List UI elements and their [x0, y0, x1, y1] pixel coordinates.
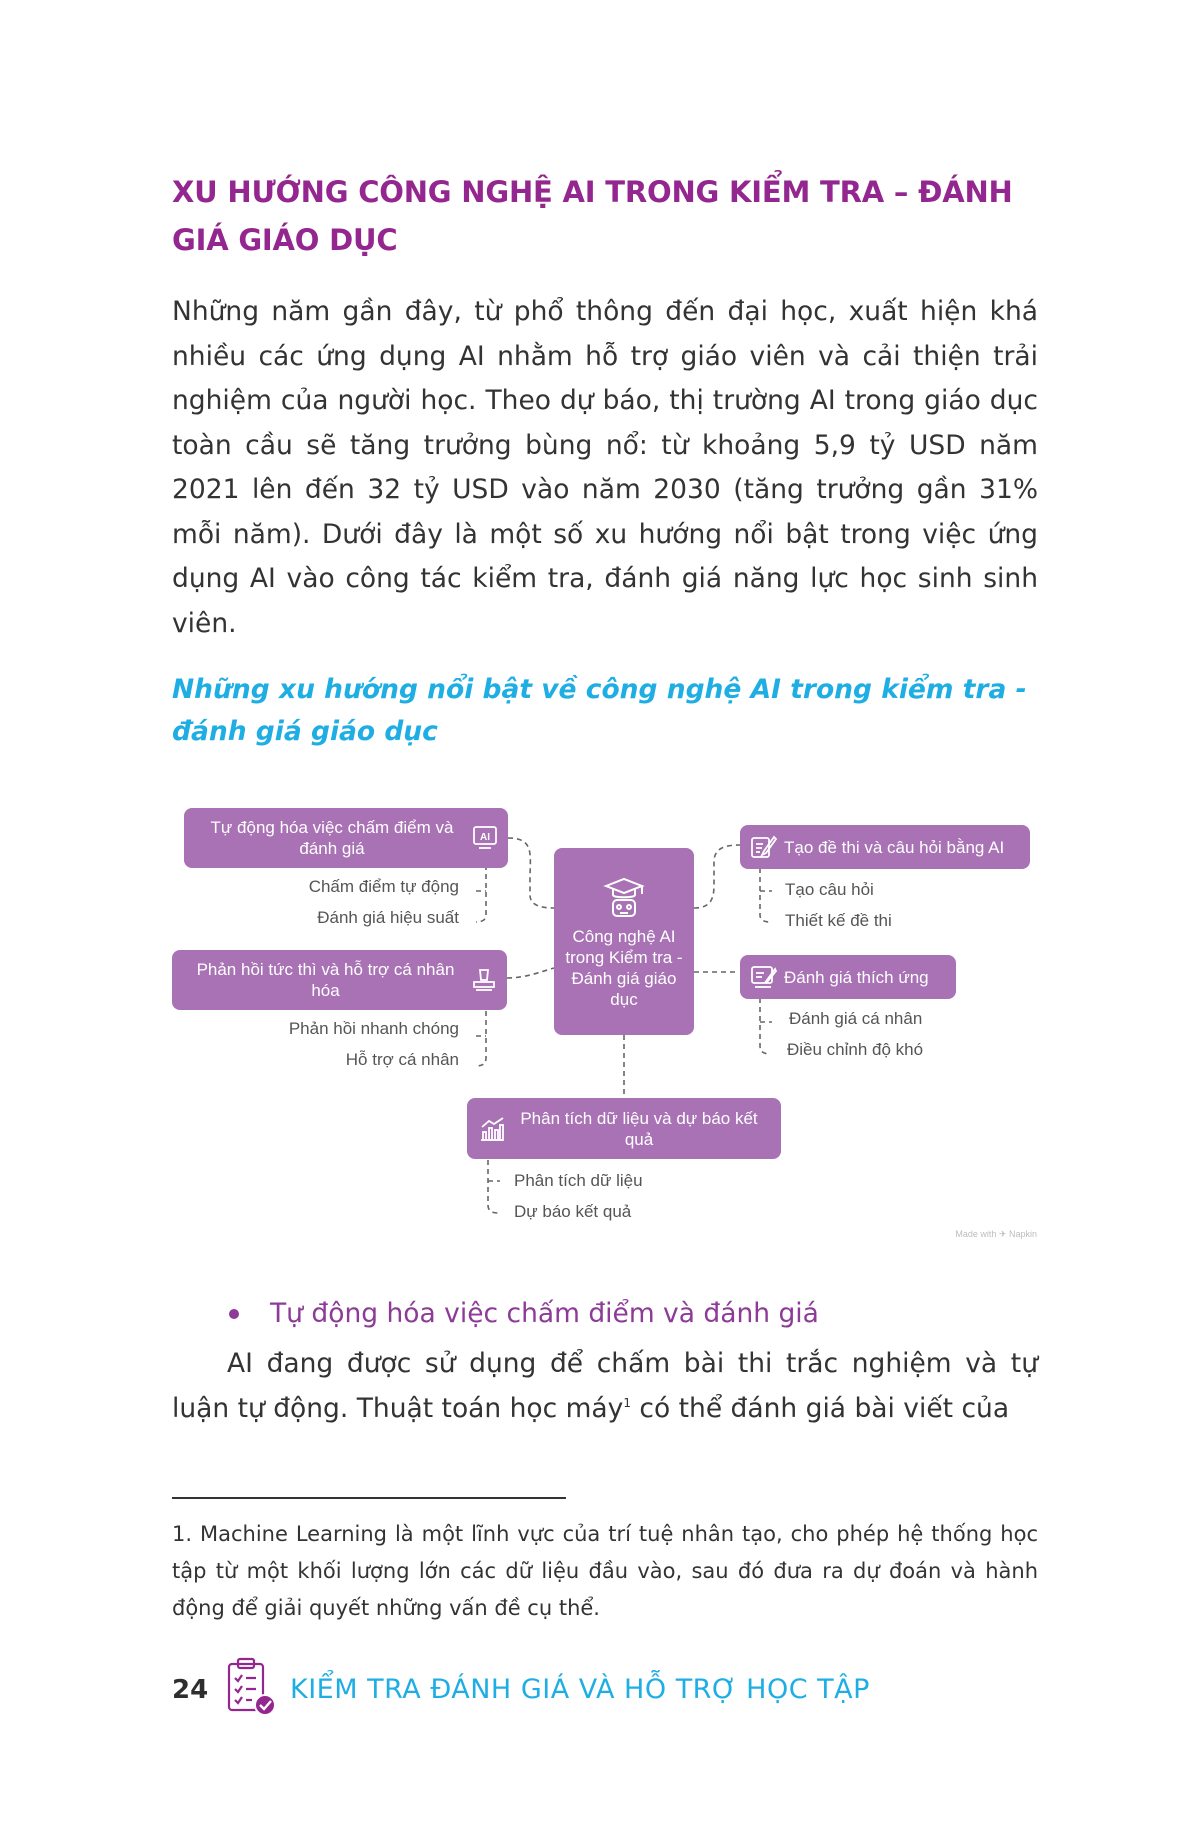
diagram-title: Những xu hướng nổi bật về công nghệ AI trong kiểm tra - đánh giá giáo dục	[172, 674, 1027, 747]
writing-pen-icon	[748, 832, 778, 862]
diagram-center-node	[554, 848, 694, 1035]
page-heading: XU HƯỚNG CÔNG NGHỆ AI TRONG KIỂM TRA – ĐÁNH GIÁ GIÁO DỤC	[172, 175, 1013, 257]
intro-paragraph: Những năm gần đây, từ phổ thông đến đại học, xuất hiện khá nhiều các ứng dụng AI nhằm hỗ trợ giáo viên và cải thiện trải nghiệm của người học. Theo dự báo, thị trường AI trong giáo dục toàn cầu sẽ tăng trưởng bùng nổ: từ khoảng 5,9 tỷ USD năm 2021 lên đến 32 tỷ USD vào năm 2030 (tăng trưởng gần 31% mỗi năm). Dưới đây là một số xu hướng nổi bật trong việc ứng dụng AI vào công tác kiểm tra, đánh giá năng lực học sinh sinh viên.	[172, 296, 1038, 639]
adaptive-board-icon	[748, 962, 778, 992]
napkin-watermark: Made with ✈ Napkin	[955, 1229, 1037, 1239]
branch-label: Phản hồi tức thì và hỗ trợ cá nhân hóa	[196, 960, 455, 1000]
branch-node-ai-question-generation	[740, 825, 1030, 869]
branch-item: Phân tích dữ liệu	[514, 1171, 643, 1190]
svg-text:AI: AI	[480, 832, 490, 843]
branch-item: Chấm điểm tự động	[308, 877, 459, 896]
footnote-text: 1. Machine Learning là một lĩnh vực của trí tuệ nhân tạo, cho phép hệ thống học tập từ một khối lượng lớn các dữ liệu đầu vào, sau đó đưa ra dự đoán và hành động để giải quyết những vấn đề cụ thể.	[172, 1522, 1038, 1620]
branch-item: Phản hồi nhanh chóng	[288, 1019, 459, 1038]
bullet-paragraph	[172, 1342, 1038, 1431]
ai-document-icon	[470, 823, 500, 853]
branch-item: Đánh giá hiệu suất	[317, 908, 459, 927]
branch-item: Đánh giá cá nhân	[789, 1009, 923, 1028]
bar-chart-icon	[477, 1114, 507, 1144]
clipboard-check-icon	[224, 1656, 278, 1722]
branch-item: Điều chỉnh độ khó	[787, 1040, 924, 1059]
branch-label: Tạo đề thi và câu hỏi bằng AI	[784, 837, 1005, 857]
bullet-paragraph-text: AI đang được sử dụng để chấm bài thi trắc nghiệm và tự luận tự động. Thuật toán học máy	[172, 1348, 1038, 1424]
stamp-icon	[469, 965, 499, 995]
branch-label: Tự động hóa việc chấm điểm và đánh giá	[210, 818, 454, 858]
page-number: 24	[172, 1675, 209, 1705]
graduation-robot-icon	[601, 874, 647, 920]
branch-node-data-analytics	[467, 1098, 781, 1159]
branch-label: Phân tích dữ liệu và dự báo kết quả	[520, 1108, 758, 1149]
branch-item: Hỗ trợ cá nhân	[345, 1050, 459, 1069]
branch-item: Thiết kế đề thi	[785, 911, 892, 930]
branch-node-instant-feedback	[172, 950, 507, 1010]
footnote-divider	[172, 1497, 566, 1499]
branch-node-auto-grading	[184, 808, 508, 868]
branch-label: Đánh giá thích ứng	[784, 967, 929, 987]
branch-item: Tạo câu hỏi	[785, 880, 874, 899]
bullet-dot	[229, 1309, 239, 1319]
footer-book-title: KIỂM TRA ĐÁNH GIÁ VÀ HỖ TRỢ HỌC TẬP	[290, 1674, 870, 1705]
center-node-label: Công nghệ AI trong Kiểm tra - Đánh giá giáo dục	[565, 926, 683, 1009]
bullet-heading: Tự động hóa việc chấm điểm và đánh giá	[270, 1298, 819, 1329]
branch-item: Dự báo kết quả	[514, 1202, 632, 1221]
footnote-reference[interactable]: 1	[623, 1395, 631, 1410]
bullet-paragraph-text: có thể đánh giá bài viết của	[631, 1392, 1010, 1424]
branch-node-adaptive-assessment	[740, 955, 956, 999]
